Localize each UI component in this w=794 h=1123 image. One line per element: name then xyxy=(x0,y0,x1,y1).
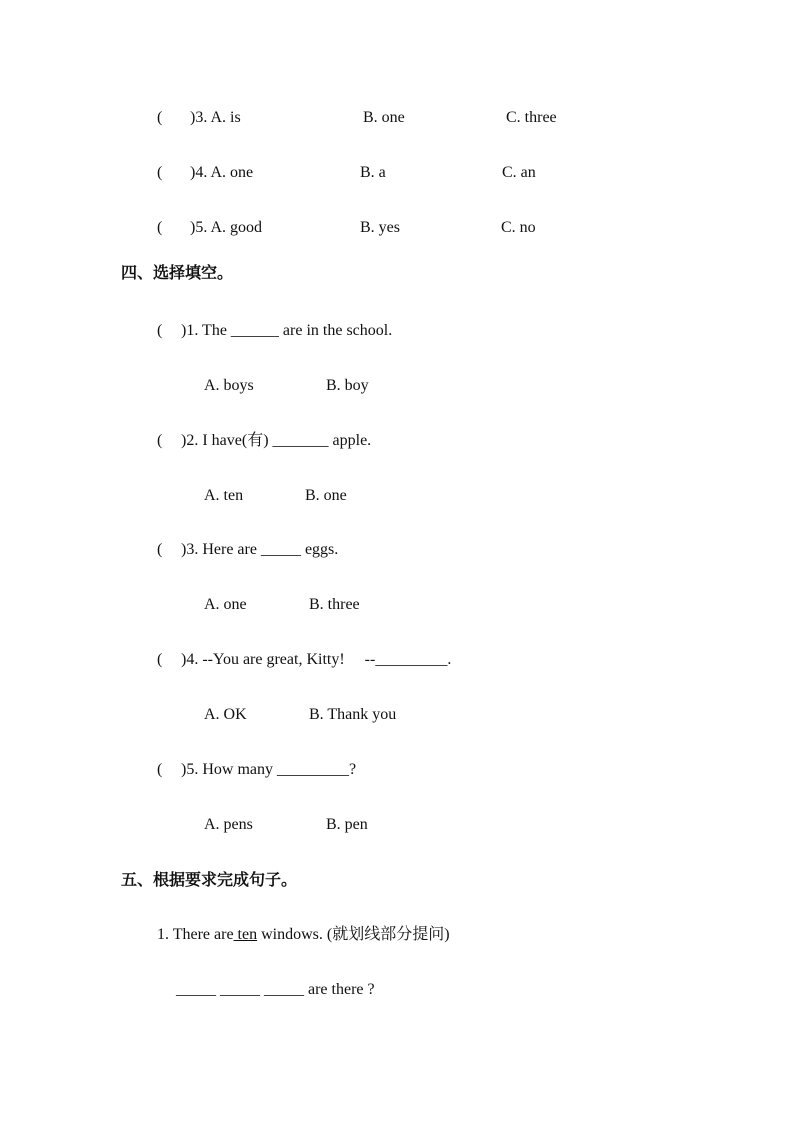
option-a: A. pens xyxy=(204,816,253,833)
question-option-c: C. an xyxy=(502,164,536,181)
question-option-a: )5. A. good xyxy=(190,219,262,236)
section5-question-1 xyxy=(157,925,450,945)
question-option-c: C. three xyxy=(506,109,557,126)
option-b: B. pen xyxy=(326,816,368,833)
answer-paren: ( xyxy=(157,432,163,449)
option-a: A. one xyxy=(204,596,247,613)
option-a: A. OK xyxy=(204,706,247,723)
answer-paren: ( xyxy=(157,761,163,778)
question-text: )2. I have(有) _______ apple. xyxy=(181,432,372,449)
question-option-a: )4. A. one xyxy=(190,164,254,181)
option-b: B. Thank you xyxy=(309,706,397,723)
question-suffix: windows. (就划线部分提问) xyxy=(257,926,450,943)
answer-paren: ( xyxy=(157,109,163,126)
underlined-word: ten xyxy=(233,926,258,943)
option-b: B. boy xyxy=(326,377,369,394)
option-b: B. one xyxy=(305,487,347,504)
question-text: )3. Here are _____ eggs. xyxy=(181,541,339,558)
section-heading: 五、根据要求完成句子。 xyxy=(121,870,298,889)
question-text: )5. How many _________? xyxy=(181,761,357,778)
answer-blank-line: _____ _____ _____ are there ? xyxy=(176,981,375,998)
option-b: B. three xyxy=(309,596,360,613)
question-text: )1. The ______ are in the school. xyxy=(181,322,393,339)
question-option-b: B. one xyxy=(363,109,405,126)
answer-paren: ( xyxy=(157,322,163,339)
question-option-b: B. yes xyxy=(360,219,400,236)
question-option-c: C. no xyxy=(501,219,536,236)
answer-paren: ( xyxy=(157,541,163,558)
answer-paren: ( xyxy=(157,164,163,181)
question-option-a: )3. A. is xyxy=(190,109,241,126)
question-text: )4. --You are great, Kitty! --_________. xyxy=(181,651,452,668)
section-heading: 四、选择填空。 xyxy=(121,263,234,282)
answer-paren: ( xyxy=(157,651,163,668)
option-a: A. ten xyxy=(204,487,244,504)
question-option-b: B. a xyxy=(360,164,386,181)
question-prefix: 1. There are xyxy=(157,926,234,943)
option-a: A. boys xyxy=(204,377,254,394)
answer-paren: ( xyxy=(157,219,163,236)
